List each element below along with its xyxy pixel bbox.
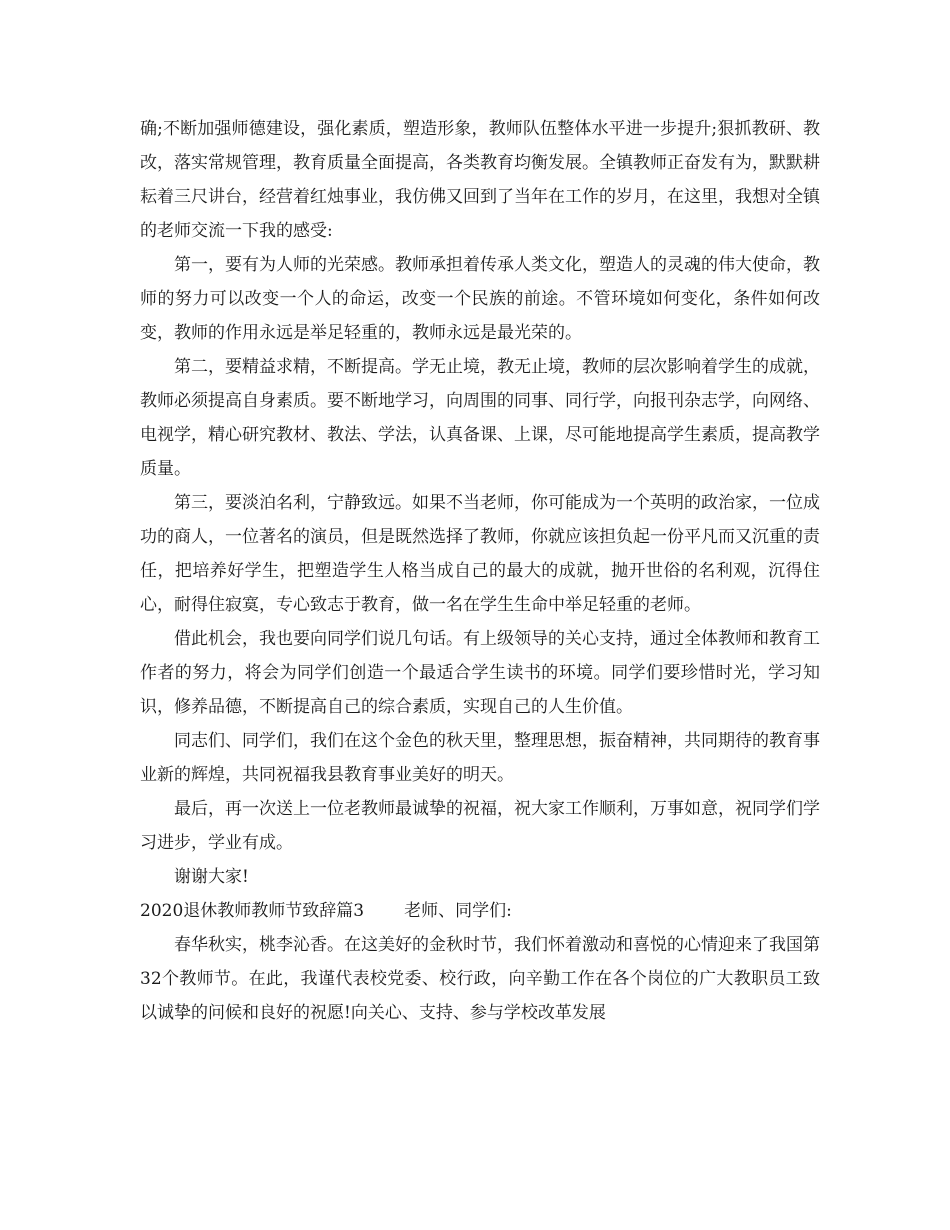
paragraph-comrades: 同志们、同学们，我们在这个金色的秋天里，整理思想，振奋精神，共同期待的教育事业新的辉煌，共同祝福我县教育事业美好的明天。: [140, 731, 820, 785]
paragraph-continuation: 确;不断加强师德建设，强化素质，塑造形象，教师队伍整体水平进一步提升;狠抓教研、教改，落实常规管理，教育质量全面提高，各类教育均衡发展。全镇教师正奋发有为，默默耕耘着三尺讲台，经营着红烛事业，我仿佛又回到了当年在工作的岁月，在这里，我想对全镇的老师交流一下我的感受:: [140, 119, 820, 241]
paragraph-to-students: 借此机会，我也要向同学们说几句话。有上级领导的关心支持，通过全体教师和教育工作者的努力，将会为同学们创造一个最适合学生读书的环境。同学们要珍惜时光，学习知识，修养品德，不断提高自己的综合素质，实现自己的人生价值。: [140, 629, 820, 717]
document-page: [140, 112, 820, 1030]
paragraph-point-two: 第二，要精益求精，不断提高。学无止境，教无止境，教师的层次影响着学生的成就，教师必须提高自身素质。要不断地学习，向周围的同事、同行学，向报刊杂志学，向网络、电视学，精心研究教材、教法、学法，认真备课、上课，尽可能地提高学生素质，提高教学质量。: [140, 357, 820, 479]
paragraph-opening: 春华秋实，桃李沁香。在这美好的金秋时节，我们怀着激动和喜悦的心情迎来了我国第32个教师节。在此，我谨代表校党委、校行政，向辛勤工作在各个岗位的广大教职员工致以诚挚的问候和良好的祝愿!向关心、支持、参与学校改革发展: [140, 935, 820, 1023]
section-title: 2020退休教师教师节致辞篇3: [140, 901, 365, 921]
paragraph-point-one: 第一，要有为人师的光荣感。教师承担着传承人类文化，塑造人的灵魂的伟大使命，教师的努力可以改变一个人的命运，改变一个民族的前途。不管环境如何变化，条件如何改变，教师的作用永远是举足轻重的，教师永远是最光荣的。: [140, 255, 820, 343]
paragraph-point-three: 第三，要淡泊名利，宁静致远。如果不当老师，你可能成为一个英明的政治家，一位成功的商人，一位著名的演员，但是既然选择了教师，你就应该担负起一份平凡而又沉重的责任，把培养好学生，把塑造学生人格当成自己的最大的成就，抛开世俗的名利观，沉得住心，耐得住寂寞，专心致志于教育，做一名在学生生命中举足轻重的老师。: [140, 493, 820, 615]
paragraph-final-wishes: 最后，再一次送上一位老教师最诚挚的祝福，祝大家工作顺利，万事如意，祝同学们学习进步，学业有成。: [140, 799, 820, 853]
section-greeting: 老师、同学们:: [404, 901, 512, 921]
paragraph-thanks: 谢谢大家!: [174, 867, 249, 887]
section-heading: [140, 894, 820, 928]
